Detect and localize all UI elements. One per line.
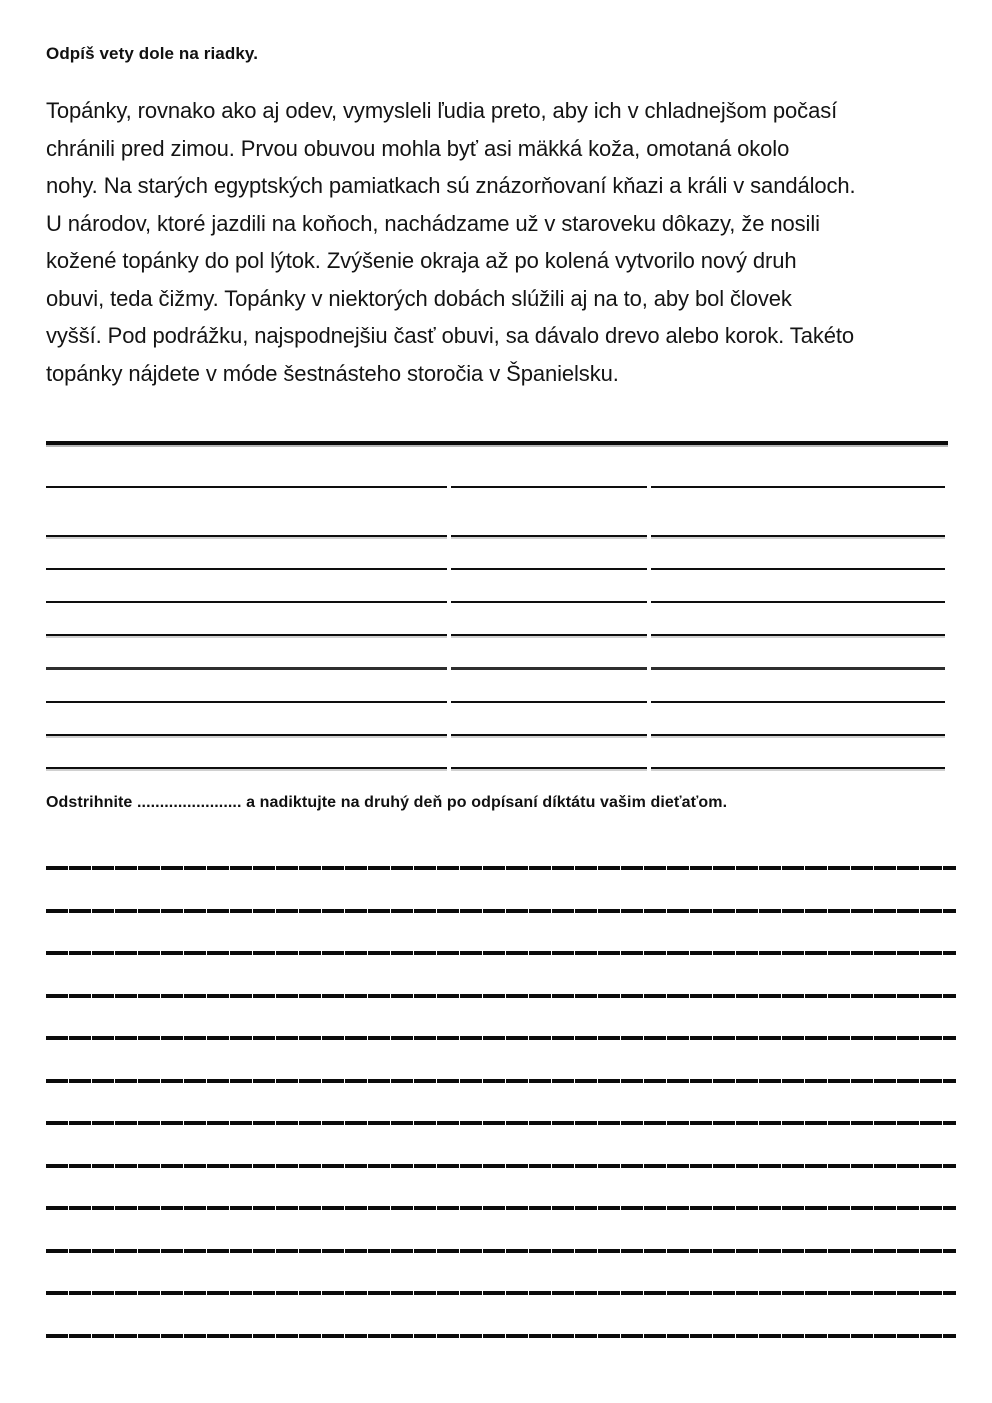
- ruled-writing-line: [46, 634, 945, 636]
- text-line: obuvi, teda čižmy. Topánky v niektorých dobách slúžili aj na to, aby bol človek: [46, 285, 792, 311]
- ruled-writing-line: [46, 767, 945, 769]
- rule-segment: [651, 734, 945, 736]
- text-line: nohy. Na starých egyptských pamiatkach sú znázorňovaní kňazi a králi v sandáloch.: [46, 173, 856, 198]
- instruction-heading: Odpíš vety dole na riadky.: [46, 44, 259, 63]
- rule-segment: [651, 535, 945, 537]
- rule-segment: [451, 667, 647, 670]
- ruled-writing-line: [46, 601, 945, 603]
- dictation-lines-section: [46, 866, 956, 1338]
- rule-segment: [651, 486, 945, 488]
- rule-segment: [651, 634, 945, 636]
- underscore-writing-line: [46, 866, 956, 870]
- rule-segment: [451, 767, 647, 769]
- ruled-writing-line: [46, 701, 945, 703]
- rule-segment: [451, 568, 647, 570]
- underscore-writing-line: [46, 1079, 956, 1083]
- rule-segment: [46, 601, 447, 603]
- text-line: topánky nájdete v móde šestnásteho storočia v Španielsku.: [46, 360, 619, 386]
- ruled-writing-line: [46, 568, 945, 570]
- rule-segment: [451, 486, 647, 488]
- underscore-writing-line: [46, 1206, 956, 1210]
- rule-segment: [46, 535, 447, 537]
- rule-segment: [651, 701, 945, 703]
- rule-segment: [451, 734, 647, 736]
- underscore-writing-line: [46, 1249, 956, 1253]
- rule-segment: [651, 667, 945, 670]
- rule-segment: [46, 767, 447, 769]
- ruled-writing-line: [46, 734, 945, 736]
- underscore-writing-line: [46, 1164, 956, 1168]
- text-line: chránili pred zimou. Prvou obuvou mohla byť asi mäkká koža, omotaná okolo: [46, 135, 790, 161]
- rule-segment: [651, 767, 945, 769]
- rule-segment: [46, 486, 447, 488]
- rule-segment: [46, 667, 447, 670]
- rule-segment: [46, 734, 447, 736]
- underscore-writing-line: [46, 1291, 956, 1295]
- rule-segment: [651, 568, 945, 570]
- ruled-writing-line: [46, 667, 945, 670]
- underscore-writing-line: [46, 951, 956, 955]
- copy-section-divider: [46, 441, 948, 445]
- text-line: kožené topánky do pol lýtok. Zvýšenie okraja až po kolená vytvorilo nový druh: [46, 248, 797, 273]
- text-line: U národov, ktoré jazdili na koňoch, nachádzame už v staroveku dôkazy, že nosili: [46, 210, 820, 236]
- text-line: Topánky, rovnako ako aj odev, vymysleli ľudia preto, aby ich v chladnejšom počasí: [46, 98, 838, 123]
- cut-instruction: Odstrihnite ....................... a nadiktujte na druhý deň po odpísaní díktátu vašim dieťaťom.: [46, 794, 728, 811]
- text-line: vyšší. Pod podrážku, najspodnejšiu časť obuvi, sa dávalo drevo alebo korok. Takéto: [46, 323, 855, 348]
- rule-segment: [651, 601, 945, 603]
- underscore-writing-line: [46, 1036, 956, 1040]
- ruled-writing-line: [46, 535, 945, 537]
- rule-segment: [46, 634, 447, 636]
- rule-segment: [451, 601, 647, 603]
- underscore-writing-line: [46, 1334, 956, 1338]
- rule-segment: [451, 535, 647, 537]
- rule-segment: [451, 634, 647, 636]
- underscore-writing-line: [46, 909, 956, 913]
- dictation-text: [46, 92, 946, 392]
- rule-segment: [46, 701, 447, 703]
- rule-segment: [46, 568, 447, 570]
- copy-lines-section: [46, 486, 945, 769]
- underscore-writing-line: [46, 994, 956, 998]
- ruled-writing-line: [46, 486, 945, 488]
- underscore-writing-line: [46, 1121, 956, 1125]
- rule-segment: [451, 701, 647, 703]
